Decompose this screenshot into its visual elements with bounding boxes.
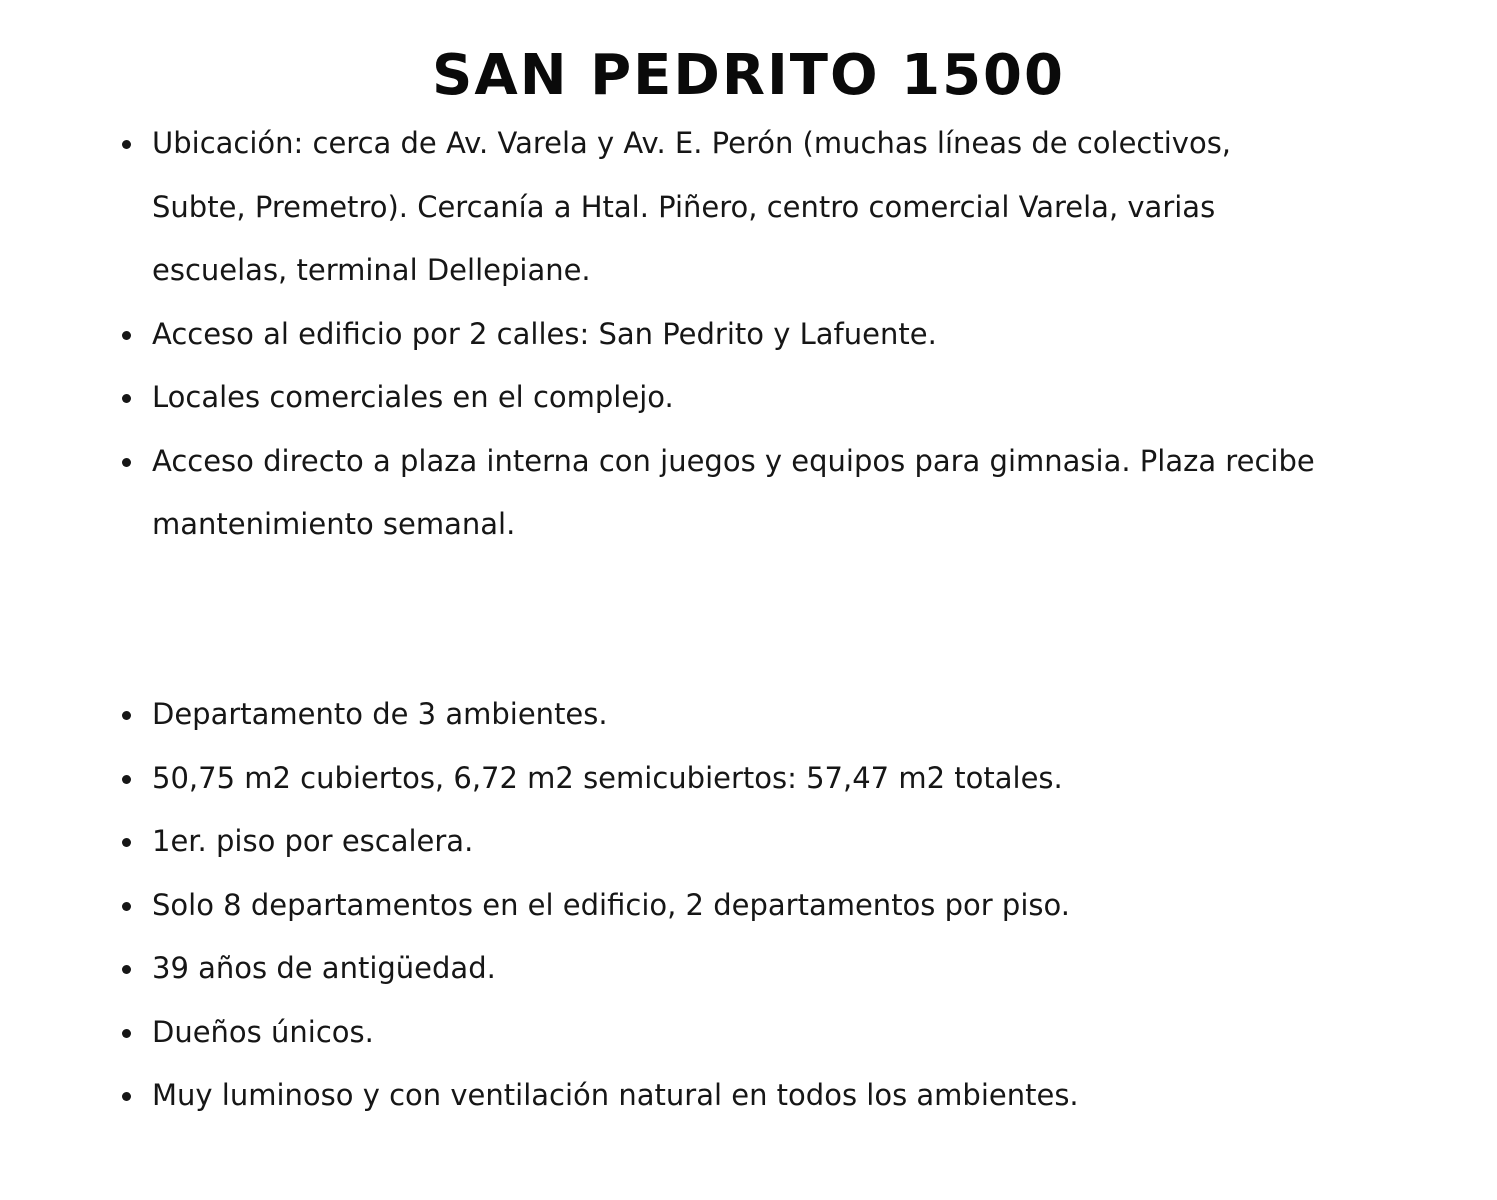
- building-features-list: [120, 112, 1330, 557]
- list-item: 1er. piso por escalera.: [120, 810, 1330, 874]
- list-item: Locales comerciales en el complejo.: [120, 366, 1330, 430]
- list-item: 50,75 m2 cubiertos, 6,72 m2 semicubiertos: 57,47 m2 totales.: [120, 747, 1330, 811]
- apartment-features-list: [120, 683, 1330, 1128]
- list-item: Acceso directo a plaza interna con juegos y equipos para gimnasia. Plaza recibe mantenimiento semanal.: [120, 430, 1330, 557]
- list-item: Dueños únicos.: [120, 1001, 1330, 1065]
- list-item: 39 años de antigüedad.: [120, 937, 1330, 1001]
- list-item: Solo 8 departamentos en el edificio, 2 departamentos por piso.: [120, 874, 1330, 938]
- page-title: SAN PEDRITO 1500: [432, 43, 1065, 108]
- list-item: Acceso al edificio por 2 calles: San Pedrito y Lafuente.: [120, 303, 1330, 367]
- list-item: Ubicación: cerca de Av. Varela y Av. E. Perón (muchas líneas de colectivos, Subte, Premetro). Cercanía a Htal. Piñero, centro comercial Varela, varias escuelas, terminal Dellepiane.: [120, 112, 1330, 303]
- list-item: Muy luminoso y con ventilación natural en todos los ambientes.: [120, 1064, 1330, 1128]
- list-item: Departamento de 3 ambientes.: [120, 683, 1330, 747]
